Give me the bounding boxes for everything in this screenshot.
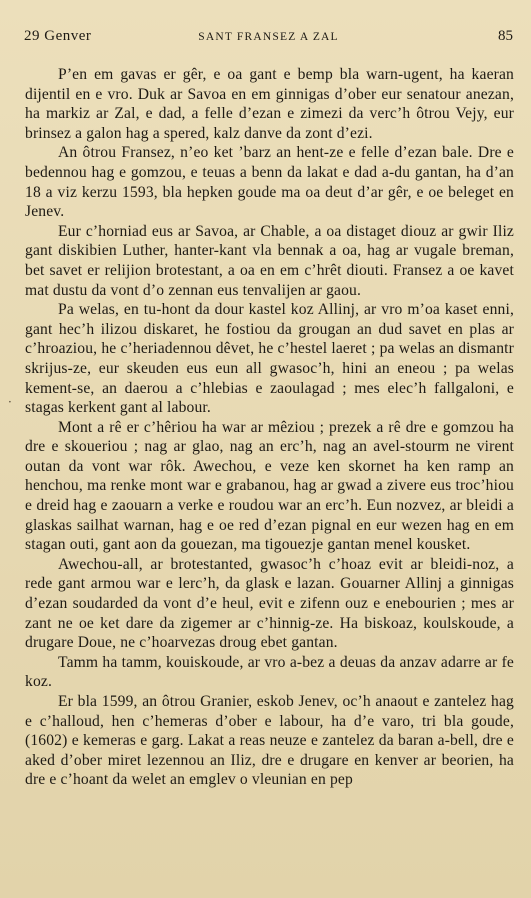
paragraph: Tamm ha tamm, kouiskoude, ar vro a-bez a deuas da anzav adarre ar fe koz. xyxy=(25,653,514,691)
header-title: SANT FRANSEZ A ZAL xyxy=(198,31,339,43)
body-text xyxy=(25,65,514,790)
paragraph: Pa welas, en tu-hont da dour kastel koz Allinj, ar vro m’oa kaset enni, gant hec’h ilizou diskaret, he fostiou da grougan an dud savet en plas ar c’hroaziou, he c’heriadennou dêvet, he c’hestel laeret ; pa welas an dismantr skrijus-ze, eur skeuden eus eun all gwasoc’h, hini an eneou ; pa welas kement-se, an daerou a c’hlebias e zaoulagad ; mes elec’h fallgaloni, e stagas kerkent gant al labour. xyxy=(25,301,514,417)
header-date: 29 Genver xyxy=(24,28,92,44)
paragraph: P’en em gavas er gêr, e oa gant e bemp bla warn-ugent, ha kaeran dijentil en e vro. Duk ar Savoa en em ginnigas d’ober eur senatour anezan, ha markiz ar Zal, e dad, a felle d’ezan e zimezi da verc’h ôtrou Vejy, eur brinsez a galon hag a spered, kalz danve da zont d’ezi. xyxy=(25,66,514,142)
paragraph: Er bla 1599, an ôtrou Granier, eskob Jenev, oc’h anaout e zantelez hag e c’halloud, hen c’hemeras d’ober e labour, ha d’e varo, tri bla goude, (1602) e kemeras e garg. Lakat a reas neuze e zantelez da baran a-bell, dre e aked d’ober miret lezennou an Iliz, dre e drugare en kenver ar beorien, ha dre e c’hoant da welet an emglev o vleunian en pep xyxy=(25,693,514,789)
paragraph: Eur c’horniad eus ar Savoa, ar Chable, a oa distaget diouz ar gwir Iliz gant diskibien Luther, hanter-kant vla bennak a oa, hag ar vugale breman, bet savet er relijion brotestant, a oa en em c’hrêt diouti. Fransez a oe kavet mat dustu da vont d’o zennan eus tenvalijen ar gaou. xyxy=(25,222,514,299)
margin-mark: · xyxy=(8,395,12,409)
running-header xyxy=(24,28,513,50)
paragraph: An ôtrou Fransez, n’eo ket ’barz an hent-ze e felle d’ezan bale. Dre e bedennou hag e gomzou, e teuas a benn da lakat e dad a-du gantan, ha d’an 18 a viz kerzu 1593, bla hepken goude ma oa deut d’ar gêr, e oe beleget en Jenev. xyxy=(25,144,514,221)
page-number: 85 xyxy=(498,28,513,44)
paragraph: Awechou-all, ar brotestanted, gwasoc’h c’hoaz evit ar bleidi-noz, a rede gant armou war e lerc’h, da glask e lazan. Gouarner Allinj a ginnigas d’ezan soudarded da vont d’e heul, evit e zifenn ouz e enebourien ; mes ar zant ne oe ket dare da zigemer ar c’hinnig-ze. Ha biskoaz, koulskoude, a drugare Doue, ne c’hoarvezas droug ebet gantan. xyxy=(25,555,514,652)
paragraph: Mont a rê er c’hêriou ha war ar mêziou ; prezek a rê dre e gomzou ha dre e skoueriou ; nag ar glao, nag an erc’h, nag an avel-stourm ne virent outan da vont war rôk. Awechou, e veze ken skornet ha ken ramp an henchou, ma renke mont war e grabanou, hag ar gwad a zivere eus troc’hiou e dreid hag e zaouarn a verke e roudou war an erc’h. Eun nozvez, ar bleidi a glaskas sailhat warnan, hag e oe red d’ezan pignal en eur wezen hag en em stagan outi, gant aon da gouezan, ma tigouezje gantan menel kousket. xyxy=(25,418,514,554)
